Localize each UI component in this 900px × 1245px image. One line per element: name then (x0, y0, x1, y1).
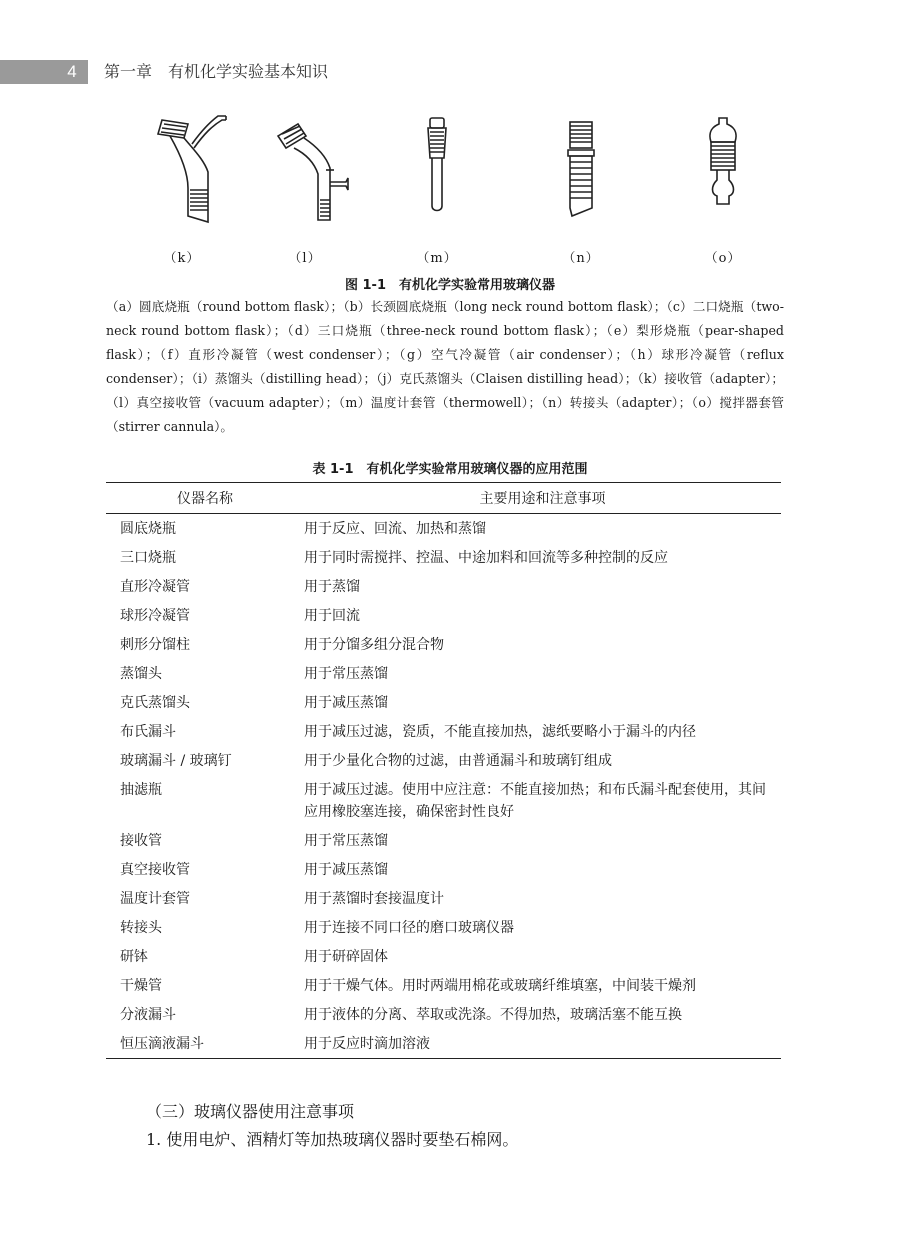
thermowell-icon (420, 110, 454, 220)
instrument-name: 玻璃漏斗 / 玻璃钉 (120, 753, 232, 769)
instrument-name: 刺形分馏柱 (120, 637, 190, 653)
instrument-usage: 用于常压蒸馏 (304, 666, 388, 682)
instrument-name: 转接头 (120, 920, 162, 936)
instrument-name: 恒压滴液漏斗 (120, 1036, 204, 1052)
instrument-usage: 用于减压蒸馏 (304, 862, 388, 878)
figure-caption: 图 1-1 有机化学实验常用玻璃仪器 (344, 278, 555, 293)
vacuum-adapter-icon (268, 110, 368, 230)
instrument-usage: 用于回流 (304, 608, 360, 624)
table-row (106, 942, 781, 971)
table-caption: 表 1-1 有机化学实验常用玻璃仪器的应用范围 (312, 462, 588, 477)
table-row (106, 971, 781, 1000)
table-row (106, 630, 781, 659)
figure-label-n: （n） (562, 251, 600, 266)
table-row (106, 855, 781, 884)
instrument-name: 研钵 (120, 949, 148, 965)
instrument-name: 真空接收管 (120, 862, 190, 878)
instrument-usage: 用于蒸馏时套接温度计 (304, 891, 444, 907)
table-row (106, 884, 781, 913)
instrument-name: 蒸馏头 (120, 666, 162, 682)
instrument-usage: 用于同时需搅拌、控温、中途加料和回流等多种控制的反应 (304, 550, 668, 566)
instrument-name: 克氏蒸馏头 (120, 695, 190, 711)
figure-label-k: （k） (163, 251, 201, 266)
instrument-usage: 用于常压蒸馏 (304, 833, 388, 849)
instrument-table (106, 482, 781, 1059)
table-row (106, 913, 781, 942)
section-heading: （三）玻璃仪器使用注意事项 (146, 1102, 355, 1121)
instrument-name: 接收管 (120, 833, 162, 849)
note-text: 1. 使用电炉、酒精灯等加热玻璃仪器时要垫石棉网。 (146, 1130, 519, 1149)
table-row (106, 1029, 781, 1059)
instrument-usage: 用于反应、回流、加热和蒸馏 (304, 521, 486, 537)
instrument-usage: 用于连接不同口径的磨口玻璃仪器 (304, 920, 514, 936)
instrument-usage: 用于研碎固体 (304, 949, 388, 965)
instrument-usage: 用于反应时滴加溶液 (304, 1036, 430, 1052)
instrument-name: 分液漏斗 (120, 1007, 176, 1023)
figure-label-o: （o） (704, 251, 742, 266)
figure-label-m: （m） (416, 251, 458, 266)
figure-glassware (0, 110, 900, 270)
instrument-name: 三口烧瓶 (120, 550, 176, 566)
instrument-usage: 用于蒸馏 (304, 579, 360, 595)
chapter-title: 第一章 有机化学实验基本知识 (104, 62, 329, 81)
table-row (106, 572, 781, 601)
page-number: 4 (67, 62, 77, 81)
instrument-usage: 用于分馏多组分混合物 (304, 637, 444, 653)
stirrer-cannula-icon (703, 110, 743, 220)
instrument-usage: 用于干燥气体。用时两端用棉花或玻璃纤维填塞，中间装干燥剂 (304, 978, 696, 994)
table-row (106, 543, 781, 572)
figure-label-l: （l） (288, 251, 322, 266)
instrument-usage: 用于减压过滤，瓷质，不能直接加热，滤纸要略小于漏斗的内径 (304, 724, 696, 740)
column-header-usage: 主要用途和注意事项 (304, 483, 781, 514)
table-row (106, 601, 781, 630)
instrument-name: 球形冷凝管 (120, 608, 190, 624)
instrument-usage: 用于液体的分离、萃取或洗涤。不得加热，玻璃活塞不能互换 (304, 1007, 682, 1023)
table-row (106, 746, 781, 775)
table-row (106, 775, 781, 826)
instrument-usage: 用于减压蒸馏 (304, 695, 388, 711)
table-row (106, 514, 781, 544)
instrument-name: 直形冷凝管 (120, 579, 190, 595)
figure-description: （a）圆底烧瓶（round bottom flask）；（b）长颈圆底烧瓶（long neck round bottom flask）；（c）二口烧瓶（two-neck round bottom flask）；（d）三口烧瓶（three-neck round bottom flask）；（e）梨形烧瓶（pear-shaped flask）；（f）直形冷凝管（west condenser）；（g）空气冷凝管（air condenser）；（h）球形冷凝管（reflux condenser）；（i）蒸馏头（distilling head）；（j）克氏蒸馏头（Claisen distilling head）；（k）接收管（adapter）；（l）真空接收管（vacuum adapter）；（m）温度计套管（thermowell）；（n）转接头（adapter）；（o）搅拌器套管（stirrer cannula）。 (106, 299, 784, 434)
instrument-name: 温度计套管 (120, 891, 190, 907)
table-row (106, 659, 781, 688)
instrument-name: 圆底烧瓶 (120, 521, 176, 537)
instrument-name: 干燥管 (120, 978, 162, 994)
instrument-usage: 用于减压过滤。使用中应注意：不能直接加热；和布氏漏斗配套使用，其间应用橡胶塞连接，确保密封性良好 (304, 782, 766, 820)
table-row (106, 717, 781, 746)
receiver-adapter-icon (148, 110, 238, 230)
table-header-row (106, 483, 781, 514)
table-row (106, 688, 781, 717)
column-header-name: 仪器名称 (106, 483, 304, 514)
instrument-name: 布氏漏斗 (120, 724, 176, 740)
table-row (106, 1000, 781, 1029)
instrument-usage: 用于少量化合物的过滤，由普通漏斗和玻璃钉组成 (304, 753, 612, 769)
adapter-icon (560, 110, 600, 220)
table-row (106, 826, 781, 855)
instrument-name: 抽滤瓶 (120, 782, 162, 798)
